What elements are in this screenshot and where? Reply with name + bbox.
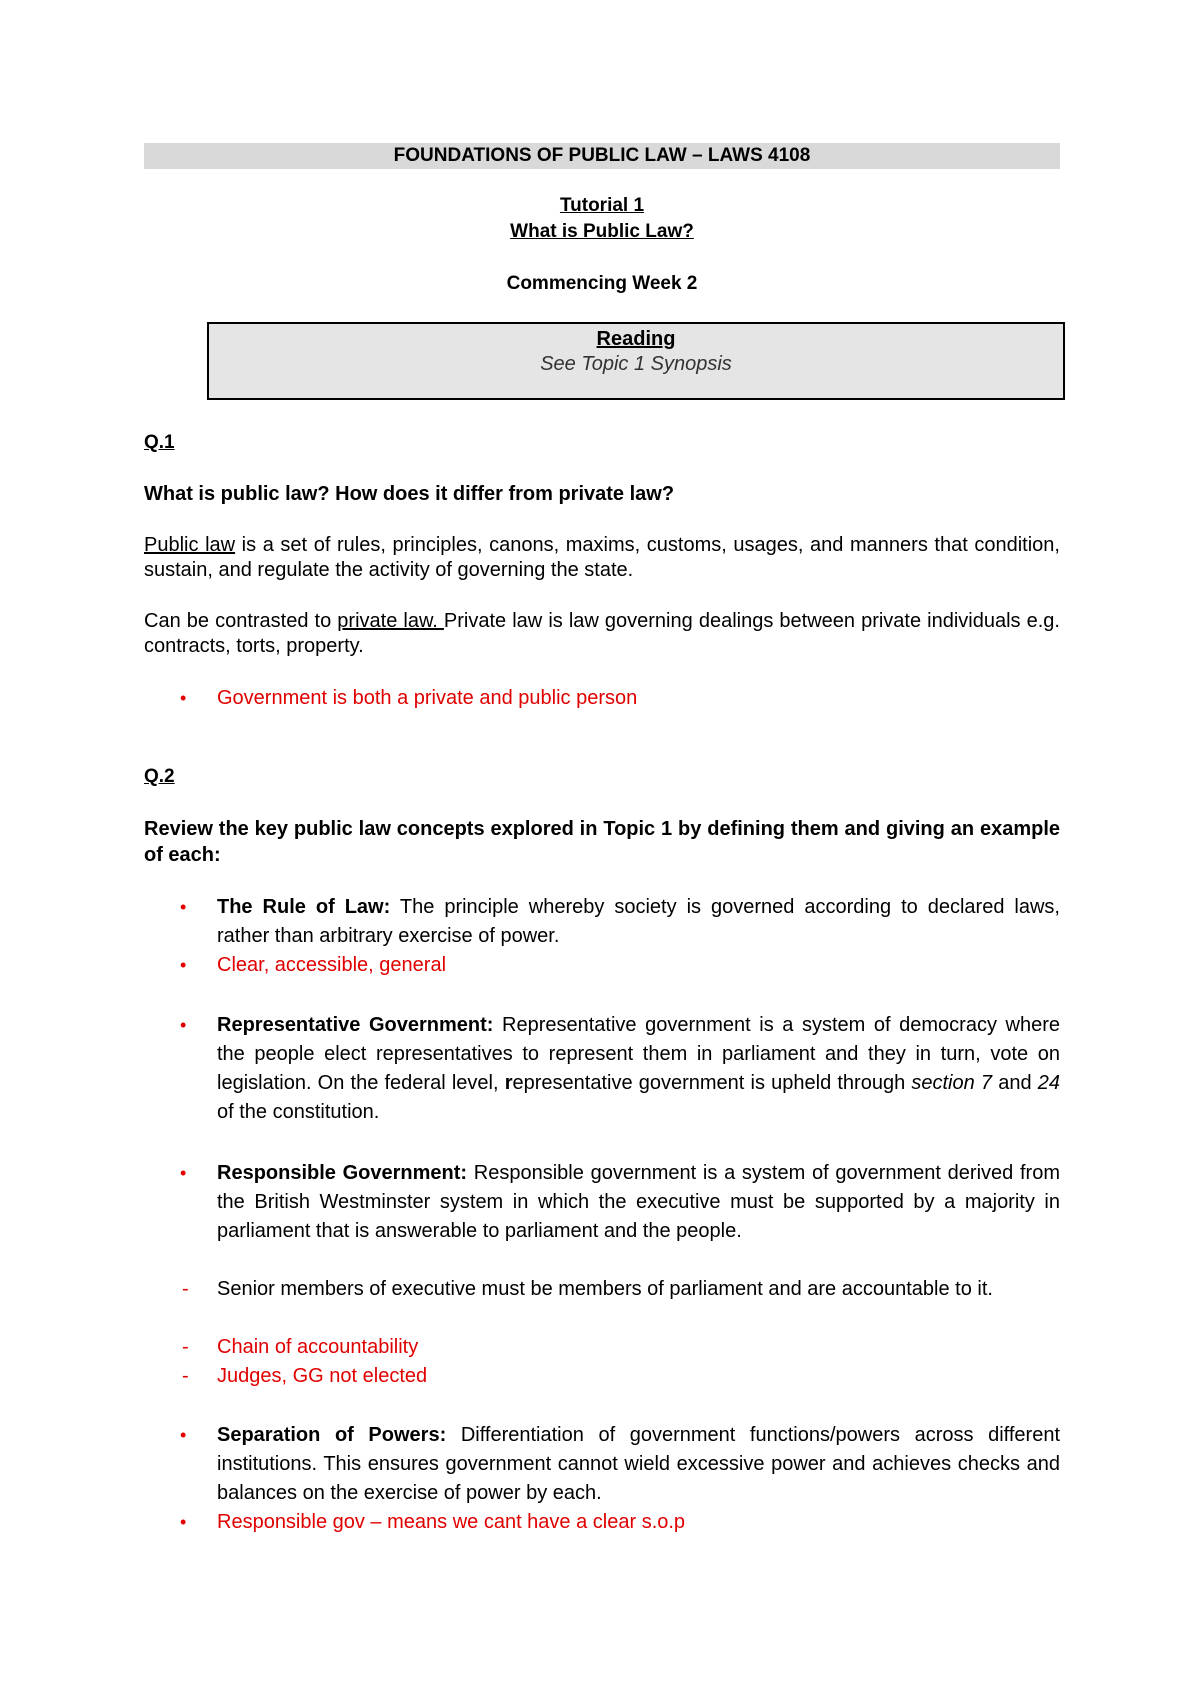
separation-of-powers-item (217, 1421, 1060, 1508)
q1-paragraph-public-law (144, 533, 1060, 583)
reading-text: See Topic 1 Synopsis (540, 353, 732, 375)
bullet-icon: • (180, 1015, 187, 1035)
q1-paragraph-private-law (144, 609, 1060, 659)
bullet-icon: • (180, 955, 187, 975)
representative-text-c: of the constitution. (217, 1101, 380, 1123)
bullet-icon: • (180, 897, 187, 917)
rule-of-law-definition: The principle whereby society is governed according to declared laws, rather than arbitrary exercise of power. (217, 896, 1060, 947)
bullet-icon: • (180, 1163, 187, 1183)
separation-of-powers-note: Responsible gov – means we cant have a clear s.o.p (217, 1511, 686, 1533)
responsible-dash-1: Senior members of executive must be members of parliament and are accountable to it. (217, 1278, 993, 1300)
representative-text-b: epresentative government is upheld through (512, 1072, 912, 1094)
bullet-icon: • (180, 1512, 187, 1532)
public-law-term: Public law (144, 534, 236, 556)
tutorial-subtitle: What is Public Law? (510, 221, 694, 242)
rule-of-law-term: The Rule of Law: (217, 896, 391, 918)
responsible-government-item (217, 1159, 1060, 1246)
private-law-term: private law. (337, 610, 444, 632)
dash-icon: - (182, 1278, 189, 1300)
reading-box (207, 322, 1065, 400)
representative-government-item (217, 1011, 1060, 1127)
bullet-icon: • (180, 688, 187, 708)
course-title: FOUNDATIONS OF PUBLIC LAW – LAWS 4108 (144, 143, 1060, 169)
reading-title: Reading (596, 328, 676, 350)
separation-of-powers-definition: Differentiation of government functions/powers across different institutions. This ensures government cannot wield excessive power and achieves checks and balances on the exercise of power by each. (217, 1424, 1061, 1504)
and-text: and (992, 1072, 1038, 1094)
separation-of-powers-term: Separation of Powers: (217, 1424, 447, 1446)
q2-question: Review the key public law concepts explored in Topic 1 by defining them and giving an example of each: (144, 818, 1060, 866)
responsible-dash-3: Judges, GG not elected (217, 1365, 428, 1387)
section-24: 24 (1037, 1072, 1061, 1094)
q1-label: Q.1 (144, 432, 175, 453)
representative-text-a: Representative government is a system of democracy where the people elect representatives to represent them in parliament and they in turn, vote on legislation. On the federal level, (217, 1014, 1060, 1094)
responsible-dash-2: Chain of accountability (217, 1336, 419, 1358)
dash-icon: - (182, 1336, 189, 1358)
dash-icon: - (182, 1365, 189, 1387)
section-7: section 7 (911, 1072, 993, 1094)
commencing-week: Commencing Week 2 (506, 273, 698, 294)
responsible-government-term: Responsible Government: (217, 1162, 468, 1184)
public-law-definition: is a set of rules, principles, canons, maxims, customs, usages, and manners that condition, sustain, and regulate the activity of governing the state. (144, 534, 1060, 581)
q1-question: What is public law? How does it differ from private law? (144, 483, 675, 505)
tutorial-number: Tutorial 1 (559, 195, 645, 216)
representative-bold-r: r (504, 1072, 513, 1094)
private-law-definition: Private law is law governing dealings between private individuals e.g. contracts, torts, property. (144, 610, 1060, 657)
rule-of-law-note: Clear, accessible, general (217, 954, 447, 976)
rule-of-law-item (217, 893, 1060, 951)
private-law-lead: Can be contrasted to (144, 610, 338, 632)
responsible-government-definition: Responsible government is a system of government derived from the British Westminster system in which the executive must be supported by a majority in parliament that is answerable to parliament and the people. (217, 1162, 1060, 1242)
bullet-icon: • (180, 1425, 187, 1445)
q1-bullet-text: Government is both a private and public person (217, 687, 638, 709)
representative-government-term: Representative Government: (217, 1014, 494, 1036)
q2-label: Q.2 (144, 766, 175, 787)
